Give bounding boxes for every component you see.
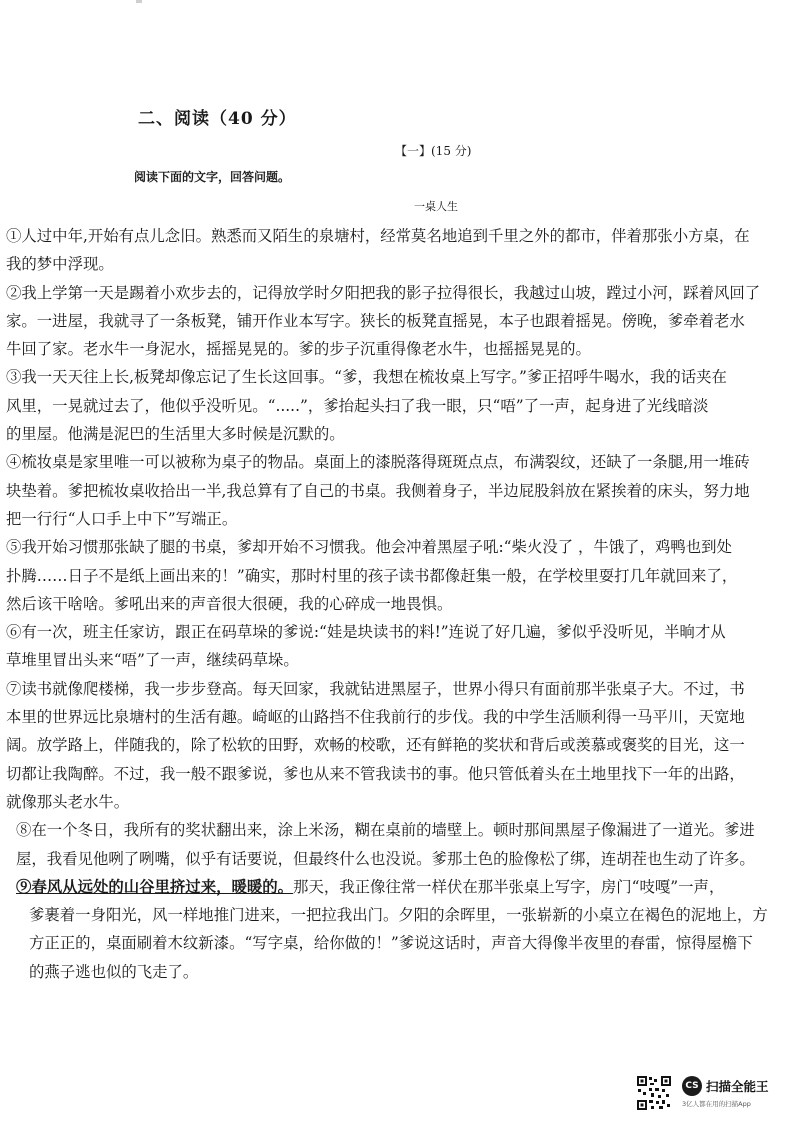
paragraph-8 [6,816,790,873]
text-line: 牛回了家。老水牛一身泥水，摇摇晃晃的。爹的步子沉重得像老水牛，也摇摇晃晃的。 [6,340,591,359]
camscanner-logo: CS [682,1076,702,1096]
text-line: 的燕子逃也似的飞走了。 [29,962,199,981]
text-line: 方正正的，桌面刷着木纹新漆。“写字桌，给你做的！”爹说这话时，声音大得像半夜里的春雷，惊得屋檐下 [29,934,753,953]
story-body [6,222,790,986]
text-line: ③我一天天往上长,板凳却像忘记了生长这回事。“爹，我想在梳妆桌上写字。”爹正招呼牛喝水，我的话夹在 [6,368,727,387]
story-title: 一桌人生 [414,200,458,213]
scan-mark [136,0,142,3]
text-line: 块垫着。爹把梳妆桌收拾出一半,我总算有了自己的书桌。我侧着身子，半边屁股斜放在紧挨着的床头，努力地 [6,481,750,500]
instruction: 阅读下面的文字，回答问题。 [134,170,291,184]
paragraph-6 [6,618,790,675]
text-line: 就像那头老水牛。 [6,792,130,811]
paragraph-1 [6,222,790,279]
part-label: 【一】(15 分) [395,144,472,158]
text-line: 家。一进屋，我就寻了一条板凳，铺开作业本写字。狭长的板凳直摇晃，本子也跟着摇晃。傍晚，爹牵着老水 [6,311,745,330]
text-line: 屋，我看见他咧了咧嘴，似乎有话要说，但最终什么也没说。爹那土色的脸像松了绑，连胡茬也生动了许多。 [16,849,755,868]
text-line: 阔。放学路上，伴随我的，除了松软的田野，欢畅的校歌，还有鲜艳的奖状和背后或羡慕或褒奖的目光，这一 [6,736,745,755]
paragraph-5 [6,533,790,618]
paragraph-7 [6,675,790,816]
text-line: ②我上学第一天是踢着小欢步去的，记得放学时夕阳把我的影子拉得很长，我越过山坡，蹚过小河，踩着风回了 [6,283,761,302]
paragraph-4 [6,448,790,533]
paragraph-2 [6,279,790,364]
text-line: 扑腾……日子不是纸上画出来的！”确实，那时村里的孩子读书都像赶集一般，在学校里耍打几年就回来了， [6,566,738,585]
text-line: ⑥有一次，班主任家访，跟正在码草垛的爹说:“娃是块读书的料!”连说了好几遍，爹似乎没听见，半晌才从 [6,623,726,642]
text-line: 把一行行“人口手上中下”写端正。 [6,509,238,528]
text-line: 我的梦中浮现。 [6,255,114,274]
text-line: 本里的世界远比泉塘村的生活有趣。崎岖的山路挡不住我前行的步伐。我的中学生活顺利得一马平川，天宽地 [6,708,745,727]
app-name: 扫描全能王 [706,1079,769,1094]
paragraph-3 [6,363,790,448]
text-line: ④梳妆桌是家里唯一可以被称为桌子的物品。桌面上的漆脱落得斑斑点点，布满裂纹，还缺了一条腿,用一堆砖 [6,453,750,472]
text-run: 那天，我正像往常一样伏在那半张桌上写字，房门“吱嘎”一声， [293,877,725,896]
text-line [16,873,790,901]
text-line: 爹裹着一身阳光，风一样地推门进来，一把拉我出门。夕阳的余晖里，一张崭新的小桌立在褐色的泥地上，方 [29,906,768,925]
text-line: ⑦读书就像爬楼梯，我一步步登高。每天回家，我就钻进黑屋子，世界小得只有面前那半张桌子大。不过，书 [6,679,745,698]
text-line: ⑧在一个冬日，我所有的奖状翻出来，涂上米汤，糊在桌前的墙壁上。顿时那间黑屋子像漏进了一道光。爹进 [16,821,755,840]
section-title: 二、阅读（40 分） [138,109,297,129]
text-line: ①人过中年,开始有点儿念旧。熟悉而又陌生的泉塘村，经常莫名地追到千里之外的都市，伴着那张小方桌，在 [6,227,750,245]
qr-code-icon [636,1075,672,1111]
text-line: 草堆里冒出头来“唔”了一声，继续码草垛。 [6,651,299,670]
app-tagline: 3亿人都在用的扫描App [682,1100,751,1108]
text-line: 然后该干啥啥。爹吼出来的声音很大很硬，我的心碎成一地畏惧。 [6,594,453,613]
highlighted-sentence: ⑨春风从远处的山谷里挤过来，暖暖的。 [16,877,294,896]
text-line: ⑤我开始习惯那张缺了腿的书桌，爹却开始不习惯我。他会冲着黑屋子吼:“柴火没了 ，牛饿了，鸡鸭也到处 [6,538,732,557]
scanner-watermark [636,1073,786,1113]
text-line: 的里屋。他满是泥巴的生活里大多时候是沉默的。 [6,425,345,444]
paragraph-9 [6,873,790,986]
text-line: 风里，一晃就过去了，他似乎没听见。“.....”，爹抬起头扫了我一眼，只“唔”了一声，起身进了光线暗淡 [6,396,709,415]
text-line: 切都让我陶醉。不过，我一般不跟爹说，爹也从来不管我读书的事。他只管低着头在土地里找下一年的出路， [6,764,745,783]
